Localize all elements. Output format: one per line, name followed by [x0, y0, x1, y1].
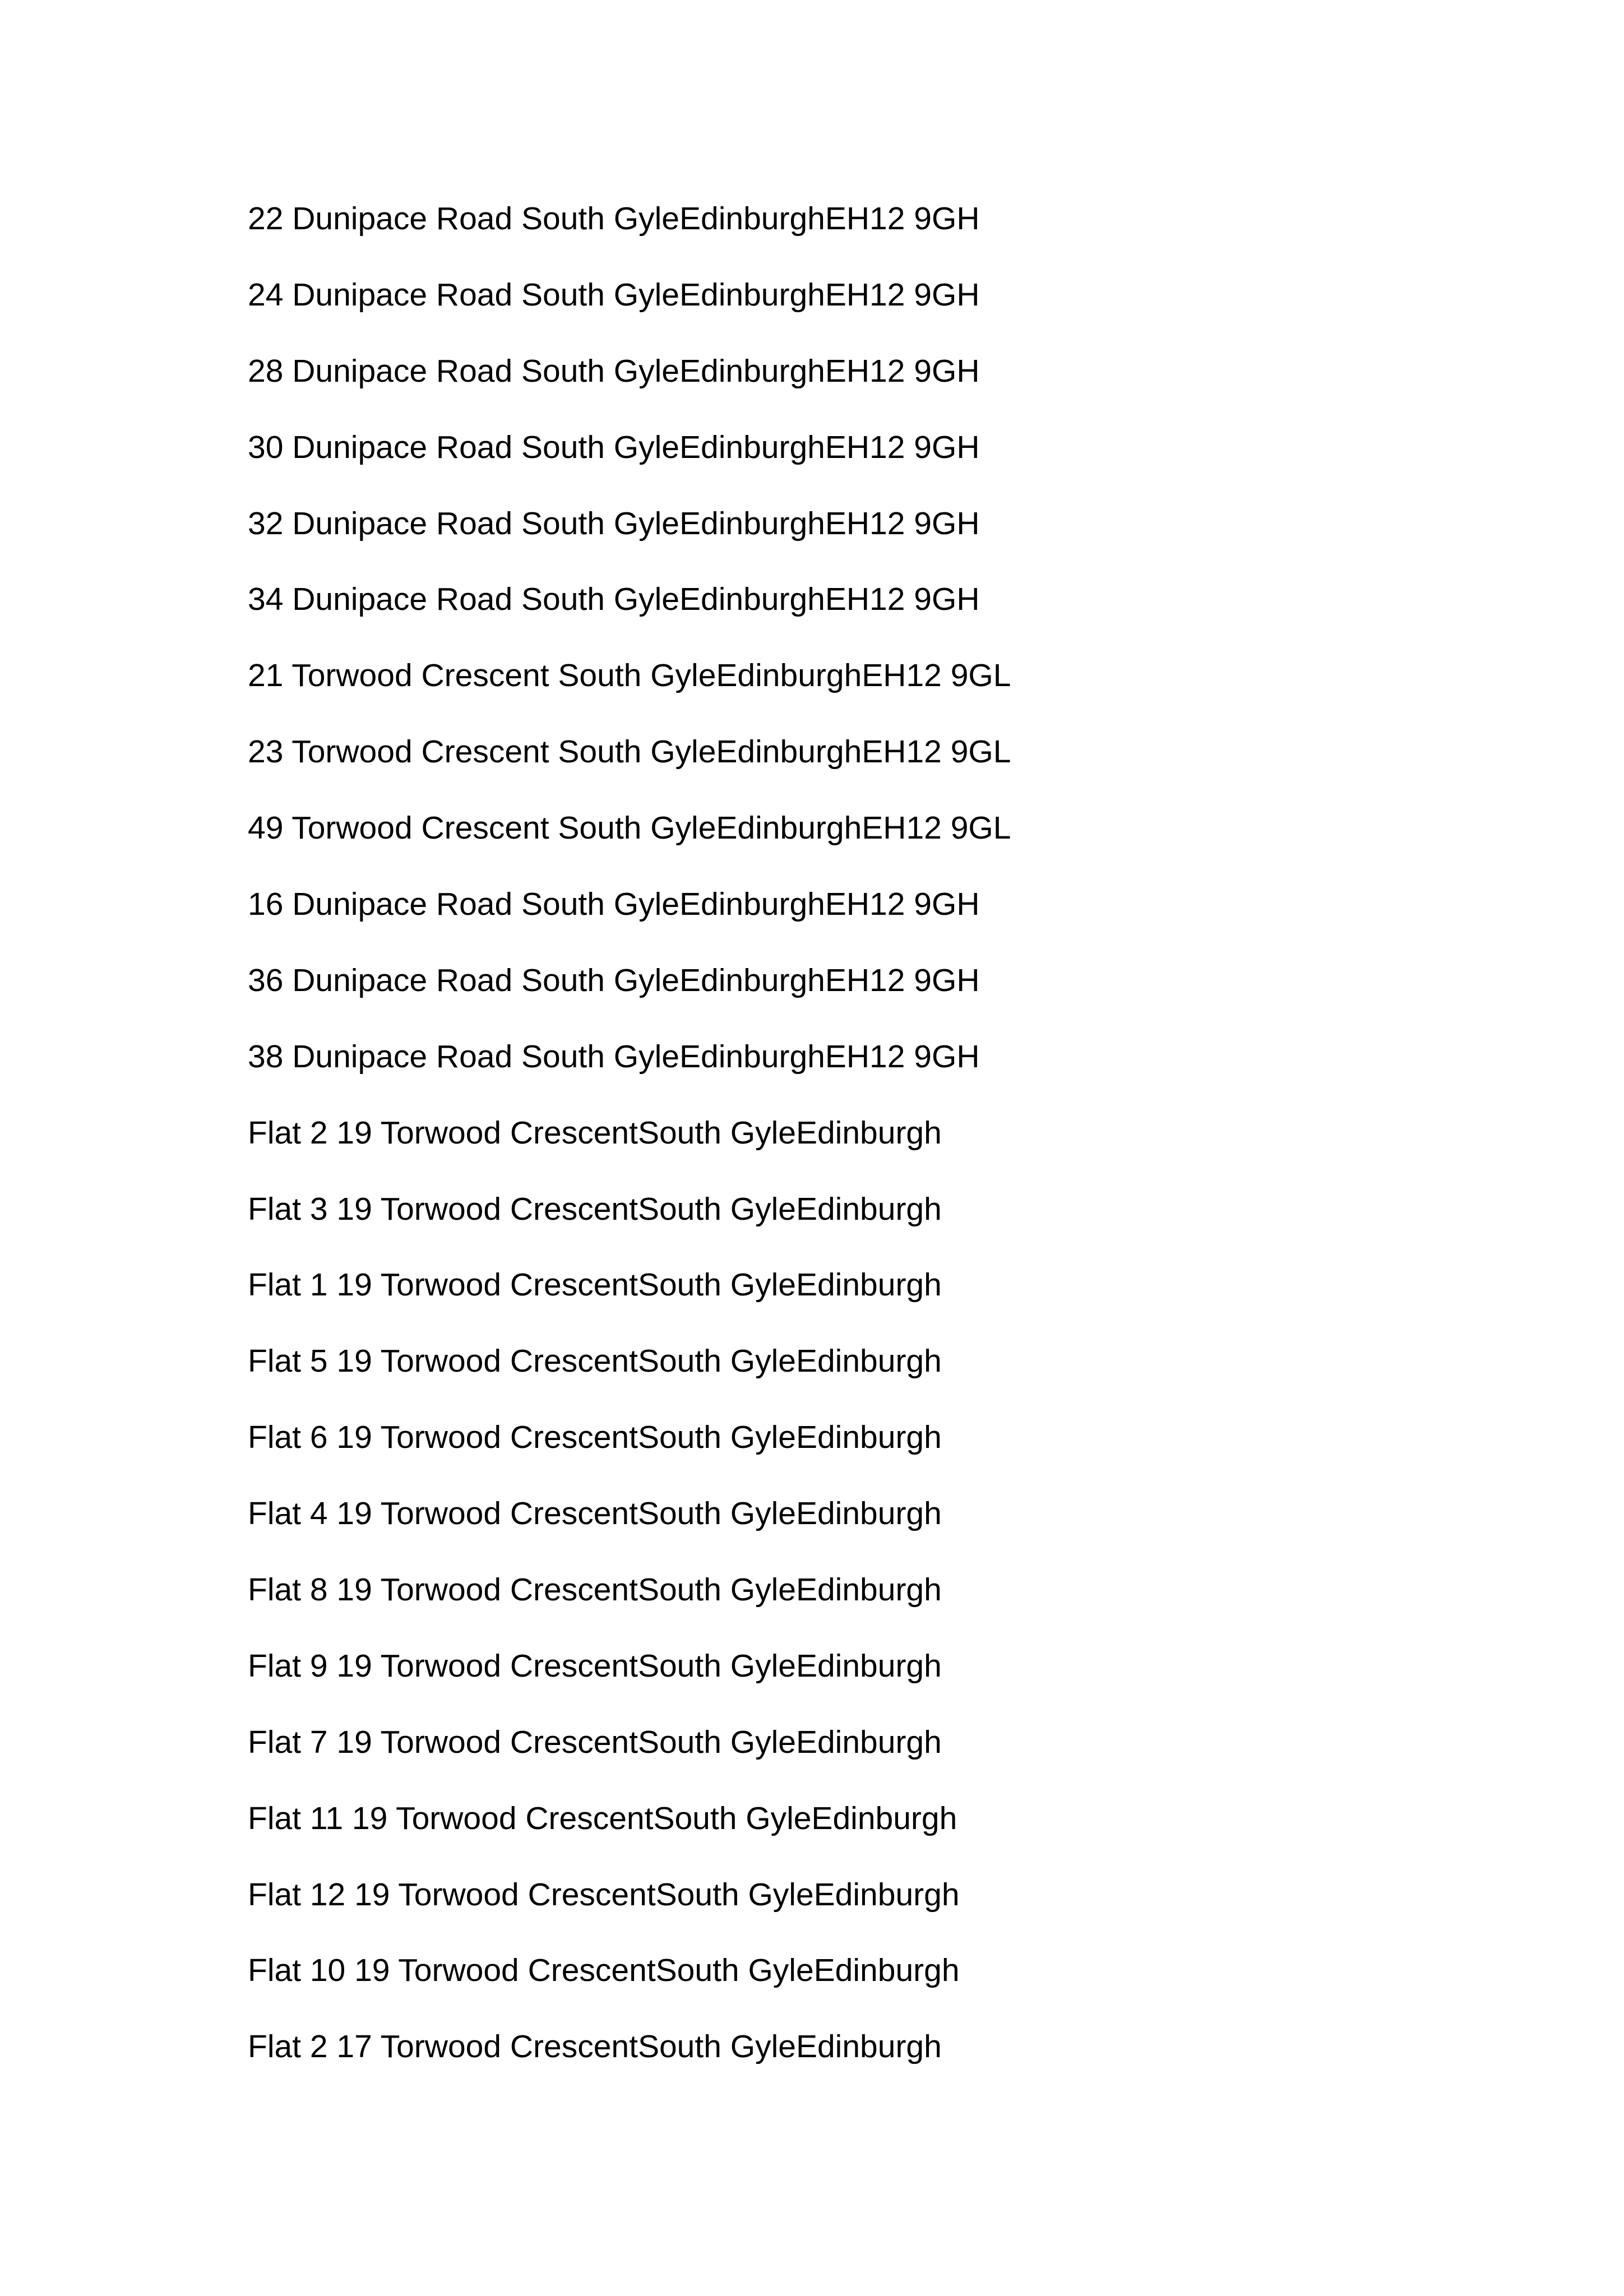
address-line: Flat 11 19 Torwood CrescentSouth GyleEdinburgh	[248, 1800, 957, 1836]
address-line: 30 Dunipace Road South GyleEdinburghEH12 9GH	[248, 429, 980, 465]
address-line: Flat 4 19 Torwood CrescentSouth GyleEdinburgh	[248, 1496, 942, 1532]
address-line: Flat 12 19 Torwood CrescentSouth GyleEdinburgh	[248, 1876, 960, 1913]
address-line: 49 Torwood Crescent South GyleEdinburghEH12 9GL	[248, 810, 1011, 846]
address-line: Flat 9 19 Torwood CrescentSouth GyleEdinburgh	[248, 1647, 942, 1684]
address-line: 38 Dunipace Road South GyleEdinburghEH12 9GH	[248, 1038, 980, 1075]
address-line: 16 Dunipace Road South GyleEdinburghEH12 9GH	[248, 886, 980, 923]
address-line: 36 Dunipace Road South GyleEdinburghEH12 9GH	[248, 962, 980, 998]
address-line: Flat 7 19 Torwood CrescentSouth GyleEdinburgh	[248, 1724, 942, 1760]
address-line: Flat 5 19 Torwood CrescentSouth GyleEdinburgh	[248, 1343, 942, 1380]
address-line: Flat 1 19 Torwood CrescentSouth GyleEdinburgh	[248, 1267, 942, 1303]
address-line: 21 Torwood Crescent South GyleEdinburghEH12 9GL	[248, 658, 1011, 694]
address-line: Flat 6 19 Torwood CrescentSouth GyleEdinburgh	[248, 1419, 942, 1456]
address-line: 32 Dunipace Road South GyleEdinburghEH12 9GH	[248, 505, 980, 541]
address-line: 23 Torwood Crescent South GyleEdinburghEH12 9GL	[248, 734, 1011, 770]
address-list	[248, 199, 1011, 2103]
address-line: 24 Dunipace Road South GyleEdinburghEH12 9GH	[248, 276, 980, 313]
address-line: Flat 2 17 Torwood CrescentSouth GyleEdinburgh	[248, 2029, 942, 2065]
address-line: Flat 8 19 Torwood CrescentSouth GyleEdinburgh	[248, 1572, 942, 1608]
address-line: Flat 2 19 Torwood CrescentSouth GyleEdinburgh	[248, 1114, 942, 1151]
address-line: Flat 3 19 Torwood CrescentSouth GyleEdinburgh	[248, 1191, 942, 1227]
address-line: 22 Dunipace Road South GyleEdinburghEH12 9GH	[248, 201, 980, 237]
address-line: 28 Dunipace Road South GyleEdinburghEH12 9GH	[248, 353, 980, 389]
address-line: 34 Dunipace Road South GyleEdinburghEH12 9GH	[248, 581, 980, 618]
address-line: Flat 10 19 Torwood CrescentSouth GyleEdinburgh	[248, 1952, 960, 1989]
